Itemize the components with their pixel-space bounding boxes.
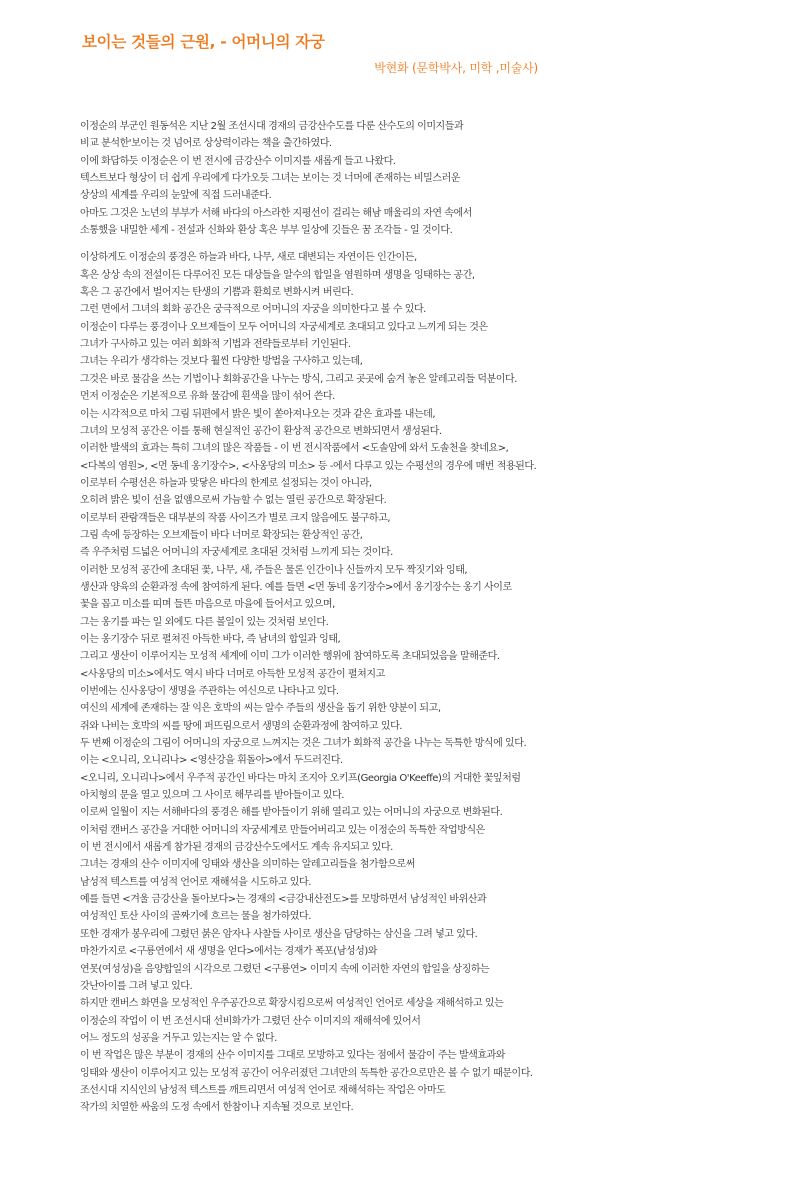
paragraph-gap: [80, 239, 780, 249]
text-line: <오니리, 오니리나>에서 우주적 공간인 바다는 마치 조지아 오키프(Georgia O'Keeffe)의 거대한 꽃잎처럼: [80, 772, 521, 784]
text-line: 이정순이 다루는 풍경이나 오브제들이 모두 어머니의 자궁세계로 초대되고 있다고 느끼게 되는 것은: [80, 321, 488, 333]
text-line: 그것은 바로 물감을 쓰는 기법이나 회화공간을 나누는 방식, 그리고 곳곳에 숨겨 놓은 알레고리들 덕분이다.: [80, 373, 517, 385]
text-line: 이정순의 작업이 이 번 조선시대 선비화가가 그렸던 산수 이미지의 재해석에 있어서: [80, 1015, 421, 1027]
text-line: 이처럼 캔버스 공간을 거대한 어머니의 자궁세계로 만들어버리고 있는 이정순의 독특한 작업방식은: [80, 824, 485, 836]
text-line: 비교 분석한'보이는 것 넘어로 상상력이라는 책을 출간하였다.: [80, 138, 332, 150]
text-line: <사옹당의 미소>에서도 역시 바다 너머로 아득한 모성적 공간이 펼쳐지고: [80, 668, 385, 680]
text-line: 이는 <오니리, 오니리나> <영산강을 휘돌아>에서 두드러진다.: [80, 755, 343, 767]
text-line: 이러한 발색의 효과는 특히 그녀의 많은 작품들 - 이 번 전시작품에서 <도솔암에 와서 도솔천을 찾네요>,: [80, 443, 509, 455]
text-line: 그리고 생산이 이루어지는 모성적 세계에 이미 그가 이러한 행위에 참여하도록 초대되었음을 말해준다.: [80, 651, 500, 663]
text-line: <다복의 염원>, <먼 동네 옹기장수>, <사옹당의 미소> 등 -에서 다루고 있는 수평선의 경우에 매번 적용된다.: [80, 460, 537, 472]
paragraph: [80, 118, 780, 239]
text-line: 여성적인 토산 사이의 골짜기에 흐르는 물을 첨가하였다.: [80, 911, 311, 923]
text-line: 갓난아이를 그려 넣고 있다.: [80, 980, 193, 992]
text-line: 이에 화답하듯 이정순은 이 번 전시에 금강산수 이미지를 새롭게 들고 나왔다.: [80, 155, 396, 167]
article-title: 보이는 것들의 근원, - 어머니의 자궁: [82, 33, 325, 51]
text-line: 오히려 밝은 빛이 선을 없앰으로써 가늠할 수 없는 열린 공간으로 확장된다.: [80, 495, 387, 507]
text-line: 마찬가지로 <구룡연에서 새 생명을 얻다>에서는 경재가 폭포(남성성)와: [80, 946, 378, 958]
text-line: 이정순의 부군인 원동석은 지난 2월 조선시대 경재의 금강산수도를 다룬 산수도의 이미지들과: [80, 121, 464, 132]
text-line: 그녀는 경재의 산수 이미지에 잉태와 생산을 의미하는 알레고리들을 첨가함으로써: [80, 859, 415, 871]
text-line: 이상하게도 이정순의 풍경은 하늘과 바다, 나무, 새로 대변되는 자연이든 인간이든,: [80, 252, 417, 264]
text-line: 상상의 세계를 우리의 눈앞에 직접 드러내준다.: [80, 190, 272, 202]
text-line: 즉 우주처럼 드넓은 어머니의 자궁세계로 초대된 것처럼 느끼게 되는 것이다.: [80, 547, 393, 559]
text-line: 소통했을 내밀한 세계 - 전설과 신화와 환상 혹은 부부 일상에 깃들은 꿈 조각들 - 일 것이다.: [80, 225, 453, 237]
text-line: 아치형의 문을 열고 있으며 그 사이로 해무리를 받아들이고 있다.: [80, 790, 345, 802]
text-line: 두 번째 이정순의 그림이 어머니의 자궁으로 느껴지는 것은 그녀가 회화적 공간을 나누는 독특한 방식에 있다.: [80, 738, 527, 750]
text-line: 잉태와 생산이 이루어지고 있는 모성적 공간이 어우러졌던 그녀만의 독특한 공간으로만은 볼 수 없기 때문이다.: [80, 1067, 533, 1079]
text-line: 혹은 상상 속의 전설이든 다루어진 모든 대상들을 알수의 합일을 염원하며 생명을 잉태하는 공간,: [80, 269, 475, 281]
text-line: 이러한 모성적 공간에 초대된 꽃, 나무, 새, 주들은 물론 인간이나 신들까지 모두 짝짓기와 잉태,: [80, 564, 468, 576]
article-body: [80, 118, 780, 1117]
text-line: 이번에는 신사옹당이 생명을 주관하는 여신으로 나타나고 있다.: [80, 686, 339, 697]
text-line: 그런 면에서 그녀의 회화 공간은 궁극적으로 어머니의 자궁을 의미한다고 볼 수 있다.: [80, 304, 426, 316]
text-line: 먼저 이정순은 기본적으로 유화 물감에 흰색을 많이 섞어 쓴다.: [80, 391, 335, 403]
text-line: 그녀의 모성적 공간은 이를 통해 현실적인 공간이 환상적 공간으로 변화되면서 생성된다.: [80, 425, 442, 437]
paragraph: [80, 249, 780, 1116]
text-line: 이는 시각적으로 마치 그림 뒤편에서 밝은 빛이 쏟아져나오는 것과 같은 효과를 내는데,: [80, 408, 436, 420]
text-line: 조선시대 지식인의 남성적 텍스트를 깨트리면서 여성적 언어로 재해석하는 작업은 아마도: [80, 1084, 446, 1096]
text-line: 여신의 세계에 존재하는 잘 익은 호박의 씨는 알수 주들의 생산을 돕기 위한 양분이 되고,: [80, 703, 441, 715]
text-line: 텍스트보다 형상이 더 쉽게 우리에게 다가오듯 그녀는 보이는 것 너머에 존재하는 비밀스러운: [80, 173, 460, 185]
text-line: 쥐와 나비는 호박의 씨를 땅에 퍼뜨림으로서 생명의 순환과정에 참여하고 있다.: [80, 720, 403, 732]
text-line: 혹은 그 공간에서 벌어지는 탄생의 기쁨과 환희로 변화시켜 버린다.: [80, 287, 354, 299]
text-line: 그림 속에 등장하는 오브제들이 바다 너머로 확장되는 환상적인 공간,: [80, 529, 363, 541]
text-line: 이는 옹기장수 뒤로 펼쳐진 아득한 바다, 즉 남녀의 합일과 잉태,: [80, 633, 341, 645]
text-line: 꽃을 꼽고 미소를 띠며 들뜬 마음으로 마을에 들어서고 있으며,: [80, 599, 335, 611]
text-line: 남성적 텍스트를 여성적 언어로 재해석을 시도하고 있다.: [80, 876, 311, 888]
text-line: 이로부터 관람객들은 대부분의 작품 사이즈가 별로 크지 않음에도 불구하고,: [80, 512, 391, 524]
text-line: 작가의 치열한 싸움의 도정 속에서 한참이나 지속될 것으로 보인다.: [80, 1102, 354, 1114]
text-line: 이 번 작업은 많은 부분이 경재의 산수 이미지를 그대로 모방하고 있다는 점에서 물감이 주는 발색효과와: [80, 1050, 506, 1062]
text-line: 연못(여성성)을 음양합일의 시각으로 그렸던 <구룡연> 이미지 속에 이러한 자연의 합일을 상징하는: [80, 963, 490, 975]
text-line: 예를 들면 <겨울 금강산을 돌아보다>는 경재의 <금강내산전도>를 모방하면서 남성적인 바위산과: [80, 894, 487, 906]
text-line: 이로써 일월이 지는 서해바다의 풍경은 해를 받아들이기 위해 열리고 있는 어머니의 자궁으로 변화된다.: [80, 807, 503, 819]
text-line: 또한 경재가 봉우리에 그렸던 붉은 암자나 사찰들 사이로 생산을 담당하는 삼신을 그려 넣고 있다.: [80, 928, 478, 940]
text-line: 그는 옹기를 파는 일 외에도 다른 볼일이 있는 것처럼 보인다.: [80, 616, 329, 628]
text-line: 어느 정도의 성공을 거두고 있는지는 알 수 없다.: [80, 1032, 277, 1044]
text-line: 하지만 캔버스 화면을 모성적인 우주공간으로 확장시킴으로써 여성적인 언어로 세상을 재해석하고 있는: [80, 998, 504, 1010]
article-author: 박현화 (문학박사, 미학 ,미술사): [374, 61, 538, 75]
text-line: 그녀가 구사하고 있는 여러 회화적 기법과 전략들로부터 기인된다.: [80, 339, 351, 351]
text-line: 이로부터 수평선은 하늘과 맞닿은 바다의 한계로 설정되는 것이 아니라,: [80, 477, 372, 489]
text-line: 이 번 전시에서 새롭게 참가된 경재의 금강산수도에서도 계속 유지되고 있다.: [80, 842, 393, 854]
text-line: 생산과 양육의 순환과정 속에 참여하게 된다. 예를 들면 <먼 동네 옹기장수>에서 옹기장수는 옹기 사이로: [80, 581, 512, 593]
text-line: 그녀는 우리가 생각하는 것보다 훨씬 다양한 방법을 구사하고 있는데,: [80, 356, 363, 368]
text-line: 아마도 그것은 노년의 부부가 서해 바다의 아스라한 지평선이 걸리는 해남 매울리의 자연 속에서: [80, 207, 472, 219]
